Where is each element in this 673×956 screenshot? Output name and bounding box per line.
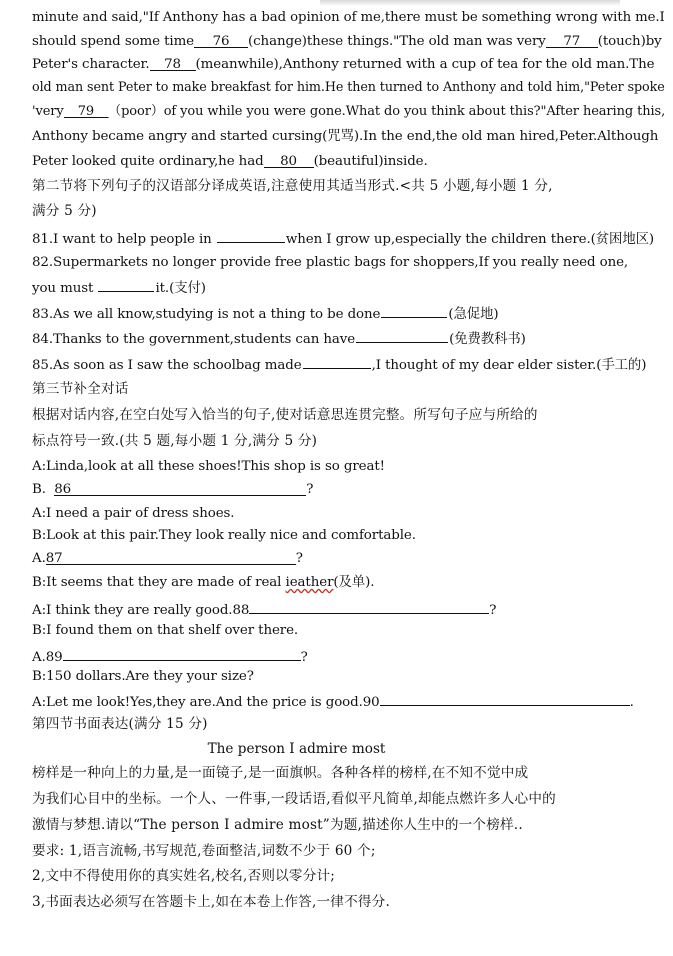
dialogue-line-6: B:It seems that they are made of real ieather(及单). <box>32 575 375 590</box>
question-84: 84.Thanks to the government,students can have (免费教科书) <box>32 329 526 349</box>
blank-87[interactable]: 87 <box>46 550 296 565</box>
passage-line-3: Peter's character. 78 (meanwhile),Anthony returned with a cup of tea for the old man.The <box>32 57 655 72</box>
blank-78[interactable]: 78 <box>150 56 196 71</box>
blank-81[interactable] <box>217 229 285 243</box>
question-82-cont: you must it.(支付) <box>32 278 206 298</box>
dialogue-line-10: B:150 dollars.Are they your size? <box>32 669 254 684</box>
question-81: 81.I want to help people in when I grow up,especially the children there.(贫困地区) <box>32 229 654 249</box>
dialogue-line-5: A.87 ? <box>32 551 303 566</box>
section2-heading-cont: 满分 5 分) <box>32 203 97 219</box>
dialogue-line-1: A:Linda,look at all these shoes!This shop is so great! <box>32 459 385 474</box>
blank-90[interactable] <box>380 691 630 706</box>
section4-heading: 第四节书面表达(满分 15 分) <box>32 716 208 732</box>
blank-83[interactable] <box>381 304 447 318</box>
scan-shadow <box>320 0 620 6</box>
essay-requirement-3: 3,书面表达必须写在答题卡上,如在本卷上作答,一律不得分. <box>32 894 390 910</box>
blank-85[interactable] <box>303 355 371 369</box>
blank-77[interactable]: 77 <box>546 33 598 48</box>
dialogue-line-4: B:Look at this pair.They look really nice and comfortable. <box>32 528 416 543</box>
passage-line-4: old man sent Peter to make breakfast for him.He then turned to Anthony and told him,"Peter spoke <box>32 80 665 95</box>
section3-heading: 第三节补全对话 <box>32 381 129 397</box>
blank-79[interactable]: 79 <box>64 103 109 118</box>
dialogue-line-11: A:Let me look!Yes,they are.And the price is good.90 . <box>32 691 634 712</box>
blank-84[interactable] <box>356 329 448 343</box>
essay-prompt-line-3: 激情与梦想.请以“The person I admire most”为题,描述你人生中的一个榜样.. <box>32 817 523 833</box>
essay-title: The person I admire most <box>207 741 386 757</box>
blank-88[interactable] <box>249 599 489 614</box>
section3-instruction-cont: 标点符号一致.(共 5 题,每小题 1 分,满分 5 分) <box>32 433 318 449</box>
blank-82[interactable] <box>98 278 154 292</box>
question-85: 85.As soon as I saw the schoolbag made ,I thought of my dear elder sister.(手工的) <box>32 355 646 375</box>
essay-requirement-2: 2,文中不得使用你的真实姓名,校名,否则以零分计; <box>32 868 336 884</box>
essay-prompt-line-2: 为我们心目中的坐标。一个人、一件事,一段话语,看似平凡简单,却能点燃许多人心中的 <box>32 791 556 807</box>
blank-80[interactable]: 80 <box>264 153 314 168</box>
section2-heading: 第二节将下列句子的汉语部分译成英语,注意使用其适当形式.<共 5 小题,每小题 1 分, <box>32 178 553 194</box>
dialogue-line-8: B:I found them on that shelf over there. <box>32 623 299 638</box>
misspelled-word: ieather <box>285 575 334 590</box>
dialogue-line-9: A.89 ? <box>32 646 308 667</box>
blank-86[interactable]: 86 <box>54 481 306 496</box>
dialogue-line-2: B. 86 ? <box>32 482 314 497</box>
passage-line-5: 'very 79 （poor）of you while you were gone.What do you think about this?"After hearing this, <box>32 104 666 119</box>
blank-76[interactable]: 76 <box>194 33 248 48</box>
question-82: 82.Supermarkets no longer provide free plastic bags for shoppers,If you really need one, <box>32 255 629 270</box>
passage-line-7: Peter looked quite ordinary,he had 80 (beautiful)inside. <box>32 154 428 169</box>
section3-instruction: 根据对话内容,在空白处写入恰当的句子,使对话意思连贯完整。所写句子应与所给的 <box>32 407 538 423</box>
dialogue-line-7: A:I think they are really good.88 ? <box>32 599 496 620</box>
passage-line-6: Anthony became angry and started cursing(咒骂).In the end,the old man hired,Peter.Although <box>32 129 659 144</box>
question-83: 83.As we all know,studying is not a thing to be done (急促地) <box>32 304 499 324</box>
passage-line-2: should spend some time 76 (change)these things."The old man was very 77 (touch)by <box>32 34 662 49</box>
essay-prompt-line-1: 榜样是一种向上的力量,是一面镜子,是一面旗帜。各种各样的榜样,在不知不觉中成 <box>32 765 529 781</box>
essay-requirement-1: 要求: 1,语言流畅,书写规范,卷面整洁,词数不少于 60 个; <box>32 843 376 859</box>
passage-line-1: minute and said,"If Anthony has a bad opinion of me,there must be something wrong with me.I <box>32 10 665 25</box>
dialogue-line-3: A:I need a pair of dress shoes. <box>32 506 235 521</box>
blank-89[interactable] <box>63 646 301 661</box>
